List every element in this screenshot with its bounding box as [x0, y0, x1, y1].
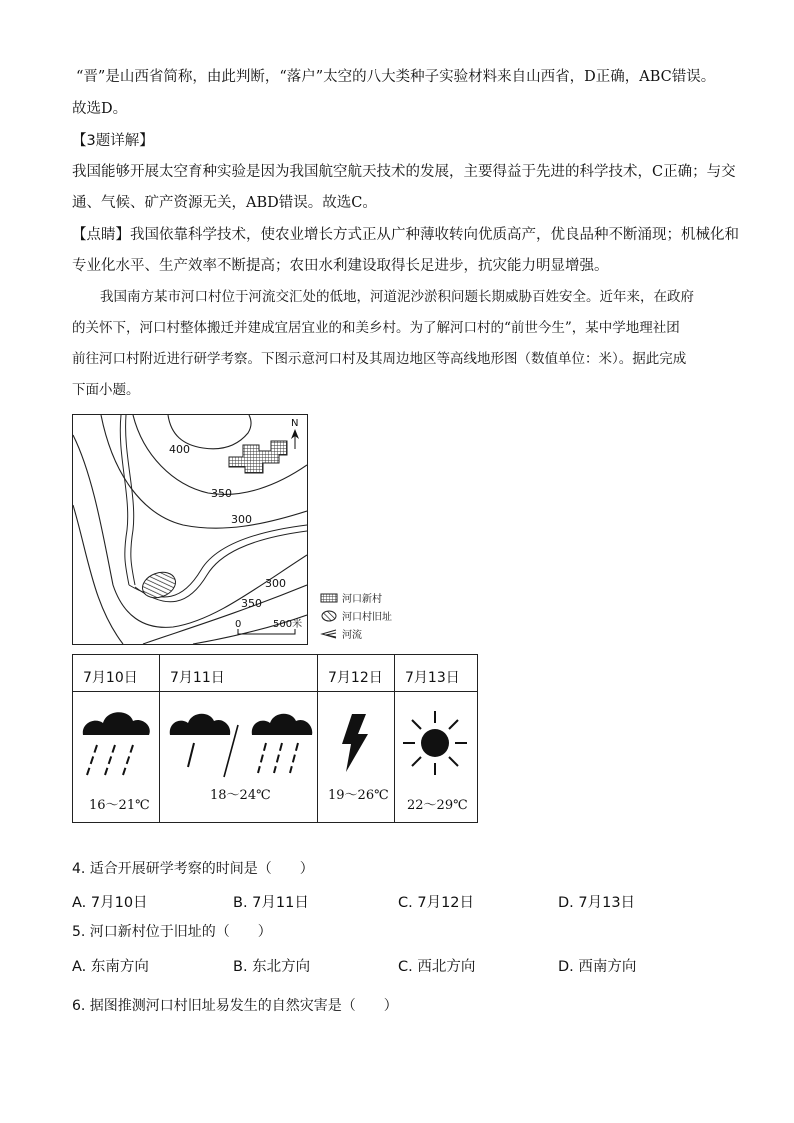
section-heading: 【3题详解】 — [72, 133, 154, 149]
sun-icon — [395, 707, 477, 797]
text-line: “晋”是山西省简称，由此判断，“落户”太空的八大类种子实验材料来自山西省，D正确，ABC错误。 — [76, 69, 716, 85]
text-line: 通、气候、矿产资源无关，ABD错误。故选C。 — [72, 195, 377, 211]
question-stem: 6. 据图推测河口村旧址易发生的自然灾害是（ ） — [72, 998, 398, 1014]
grid-swatch-icon — [320, 593, 338, 603]
option-b[interactable]: B. 东北方向 — [233, 959, 311, 975]
passage-line: 我国南方某市河口村位于河流交汇处的低地，河道泥沙淤积问题长期威胁百姓安全。近年来，在政府 — [100, 289, 694, 305]
passage-line: 前往河口村附近进行研学考察。下图示意河口村及其周边地区等高线地形图（数值单位：米）。据此完成 — [72, 351, 687, 367]
weather-temp: 18～24℃ — [210, 788, 271, 803]
new-village-area — [229, 441, 287, 473]
weather-day — [395, 655, 477, 822]
legend-label: 河口新村 — [342, 594, 382, 605]
rain-cloud-icon — [73, 705, 160, 795]
text-line: 故选D。 — [72, 101, 128, 117]
contour-label: 300 — [265, 577, 286, 590]
weather-day — [160, 655, 318, 822]
legend-item-new-village — [320, 590, 382, 605]
cloud-to-rain-icon — [160, 705, 318, 795]
contour-label: 300 — [231, 513, 252, 526]
river-symbol-icon — [320, 628, 338, 640]
option-c[interactable]: C. 7月12日 — [398, 895, 475, 911]
question-stem: 5. 河口新村位于旧址的（ ） — [72, 924, 272, 940]
old-site-area — [139, 568, 179, 602]
option-a[interactable]: A. 东南方向 — [72, 959, 149, 975]
weather-date: 7月10日 — [83, 670, 138, 686]
contour-map — [72, 414, 308, 645]
weather-date: 7月11日 — [170, 670, 225, 686]
option-c[interactable]: C. 西北方向 — [398, 959, 476, 975]
passage-line: 的关怀下，河口村整体搬迁并建成宜居宜业的和美乡村。为了解河口村的“前世今生”，某中学地理社团 — [72, 320, 680, 336]
legend-label: 河流 — [342, 630, 362, 641]
contour-label: 350 — [241, 597, 262, 610]
weather-date: 7月12日 — [328, 670, 383, 686]
weather-temp: 19～26℃ — [328, 788, 389, 803]
weather-date: 7月13日 — [405, 670, 460, 686]
text-line: 专业化水平、生产效率不断提高；农田水利建设取得长足进步，抗灾能力明显增强。 — [72, 258, 609, 274]
contour-label: 400 — [169, 443, 190, 456]
scale-label: 500米 — [273, 619, 303, 630]
weather-temp: 22～29℃ — [407, 798, 468, 813]
north-label: N — [291, 418, 299, 429]
weather-day — [73, 655, 160, 822]
weather-temp: 16～21℃ — [89, 798, 150, 813]
legend-label: 河口村旧址 — [342, 612, 392, 623]
contour-map-drawing — [73, 415, 307, 644]
option-a[interactable]: A. 7月10日 — [72, 895, 148, 911]
legend-item-river — [320, 626, 362, 641]
text-line: 我国能够开展太空育种实验是因为我国航空航天技术的发展，主要得益于先进的科学技术，C正确；与交 — [72, 164, 736, 180]
option-d[interactable]: D. 7月13日 — [558, 895, 636, 911]
passage-line: 下面小题。 — [72, 382, 140, 398]
question-stem: 4. 适合开展研学考察的时间是（ ） — [72, 861, 314, 877]
option-b[interactable]: B. 7月11日 — [233, 895, 309, 911]
contour-label: 350 — [211, 487, 232, 500]
option-d[interactable]: D. 西南方向 — [558, 959, 637, 975]
legend-item-old-site — [320, 608, 392, 623]
weather-table — [72, 654, 478, 823]
scale-zero: 0 — [235, 619, 242, 630]
weather-day — [318, 655, 395, 822]
hatch-swatch-icon — [320, 610, 338, 622]
text-line: 【点睛】我国依靠科学技术，使农业增长方式正从广种薄收转向优质高产，优良品种不断涌现；机械化和 — [72, 227, 739, 243]
